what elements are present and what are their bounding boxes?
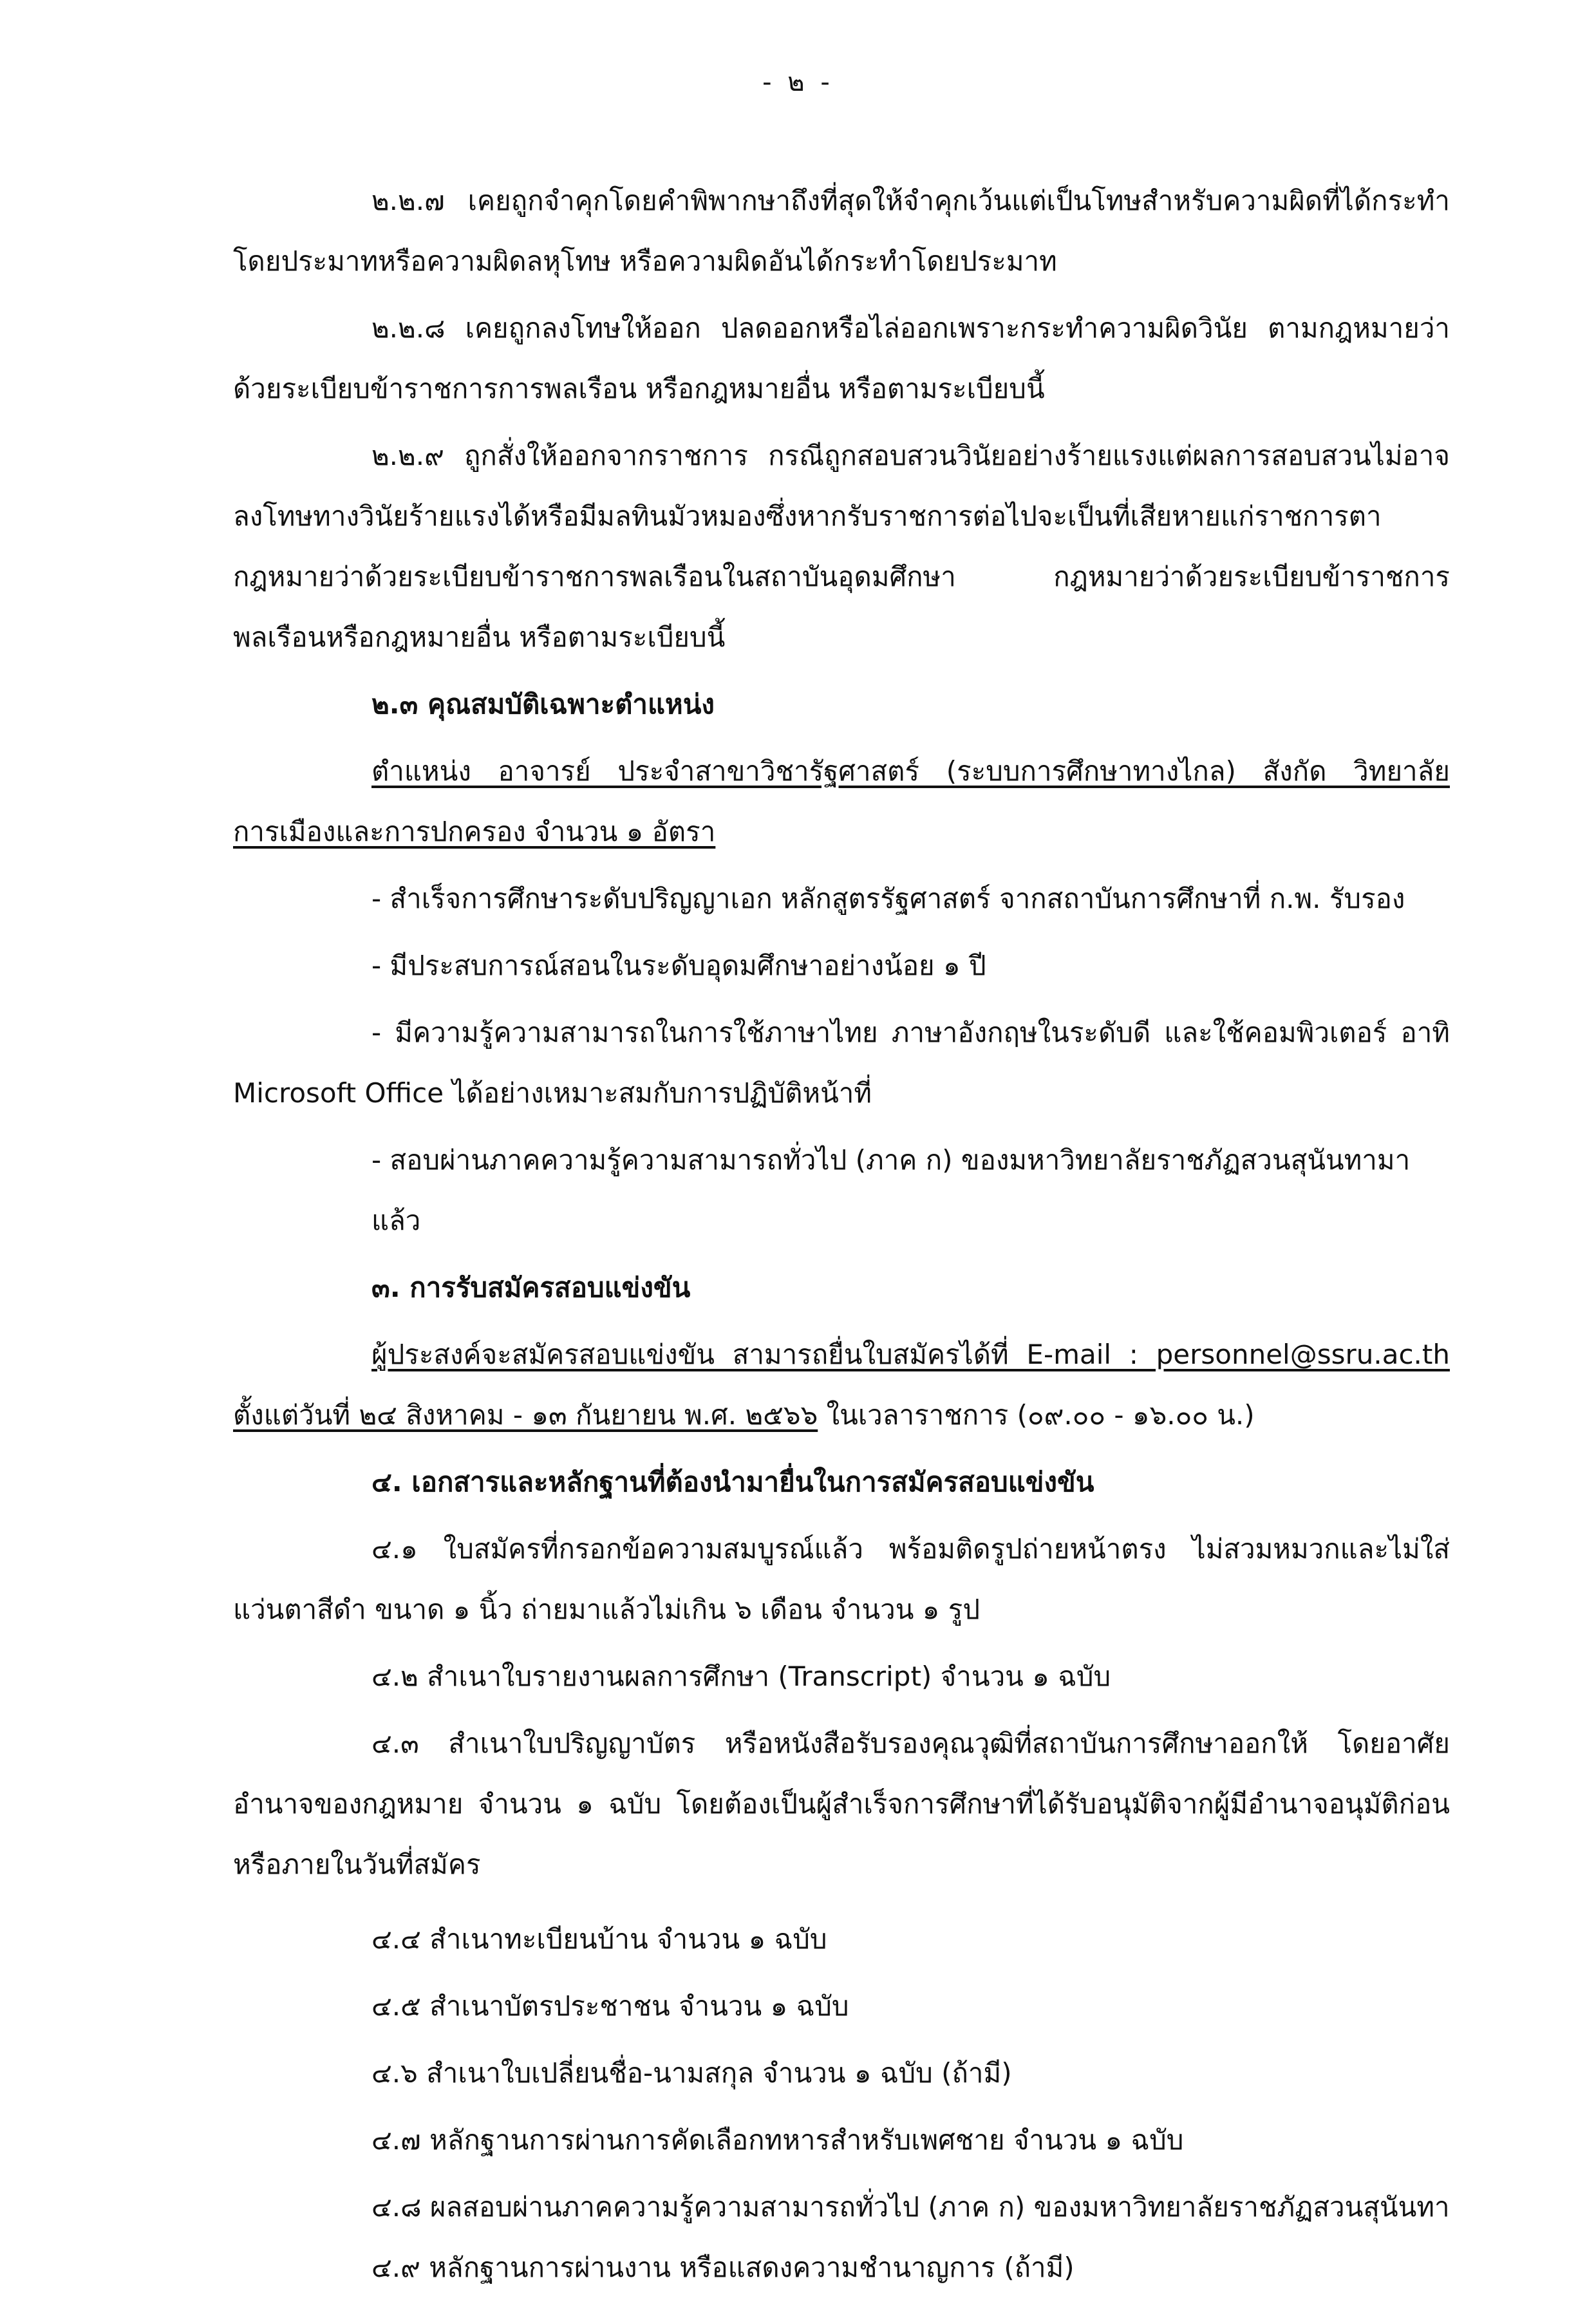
heading-2-3: ๒.๓ คุณสมบัติเฉพาะตำแหน่ง [371,688,715,720]
application-hours: ในเวลาราชการ (๐๙.๐๐ - ๑๖.๐๐ น.) [818,1399,1255,1431]
document-4-8: ๔.๘ ผลสอบผ่านภาคความรู้ความสามารถทั่วไป (ภาค ก) ของมหาวิทยาลัยราชภัฏสวนสุนันทา [371,2191,1450,2223]
document-body [233,171,1450,2298]
qualification-4: - สอบผ่านภาคความรู้ความสามารถทั่วไป (ภาค ก) ของมหาวิทยาลัยราชภัฏสวนสุนันทามาแล้ว [371,1144,1411,1236]
document-4-2: ๔.๒ สำเนาใบรายงานผลการศึกษา (Transcript) จำนวน ๑ ฉบับ [371,1661,1111,1692]
application-info [233,1324,1450,1446]
page-number: - ๒ - [762,68,834,97]
heading-4: ๔. เอกสารและหลักฐานที่ต้องนำมายื่นในการสมัครสอบแข่งขัน [371,1466,1094,1498]
document-4-5: ๔.๕ สำเนาบัตรประชาชน จำนวน ๑ ฉบับ [371,1990,849,2022]
qualification-2: - มีประสบการณ์สอนในระดับอุดมศึกษาอย่างน้อย ๑ ปี [371,950,986,981]
document-4-4: ๔.๔ สำเนาทะเบียนบ้าน จำนวน ๑ ฉบับ [371,1923,827,1955]
document-4-7: ๔.๗ หลักฐานการผ่านการคัดเลือกทหารสำหรับเพศชาย จำนวน ๑ ฉบับ [371,2124,1184,2156]
document-4-6: ๔.๖ สำเนาใบเปลี่ยนชื่อ-นามสกุล จำนวน ๑ ฉบับ (ถ้ามี) [371,2057,1012,2089]
document-4-3: ๔.๓ สำเนาใบปริญญาบัตร หรือหนังสือรับรองคุณวุฒิที่สถาบันการศึกษาออกให้ โดยอาศัยอำนาจของกฎหมาย จำนวน ๑ ฉบับ โดยต้องเป็นผู้สำเร็จการศึกษาที่ได้รับอนุมัติจากผู้มีอำนาจอนุมัติก่อนหรือภายในวันที่สมัคร [233,1728,1450,1880]
clause-2-2-7: ๒.๒.๗ เคยถูกจำคุกโดยคำพิพากษาถึงที่สุดให้จำคุกเว้นแต่เป็นโทษสำหรับความผิดที่ได้กระทำโดยประมาทหรือความผิดลหุโทษ หรือความผิดอันได้กระทำโดยประมาท [233,185,1450,277]
position-text: ตำแหน่ง อาจารย์ ประจำสาขาวิชารัฐศาสตร์ (ระบบการศึกษาทางไกล) สังกัด วิทยาลัยการเมืองและการปกครอง จำนวน ๑ อัตรา [233,755,1450,847]
clause-2-2-8: ๒.๒.๘ เคยถูกลงโทษให้ออก ปลดออกหรือไล่ออกเพราะกระทำความผิดวินัย ตามกฎหมายว่าด้วยระเบียบข้าราชการการพลเรือน หรือกฎหมายอื่น หรือตามระเบียบนี้ [233,312,1450,404]
document-4-1: ๔.๑ ใบสมัครที่กรอกข้อความสมบูรณ์แล้ว พร้อมติดรูปถ่ายหน้าตรง ไม่สวมหมวกและไม่ใส่แว่นตาสีดำ ขนาด ๑ นิ้ว ถ่ายมาแล้วไม่เกิน ๖ เดือน จำนวน ๑ รูป [233,1533,1450,1625]
qualification-3: - มีความรู้ความสามารถในการใช้ภาษาไทย ภาษาอังกฤษในระดับดี และใช้คอมพิวเตอร์ อาทิ Microsoft Office ได้อย่างเหมาะสมกับการปฏิบัติหน้าที่ [233,1017,1450,1109]
position-title [233,741,1450,862]
clause-2-2-9: ๒.๒.๙ ถูกสั่งให้ออกจากราชการ กรณีถูกสอบสวนวินัยอย่างร้ายแรงแต่ผลการสอบสวนไม่อาจลงโทษทางวินัยร้ายแรงได้หรือมีมลทินมัวหมองซึ่งหากรับราชการต่อไปจะเป็นที่เสียหายแก่ราชการตากฎหมายว่าด้วยระเบียบข้าราชการพลเรือนในสถาบันอุดมศึกษา กฎหมายว่าด้วยระเบียบข้าราชการพลเรือนหรือกฎหมายอื่น หรือตามระเบียบนี้ [233,440,1450,653]
application-underlined: ผู้ประสงค์จะสมัครสอบแข่งขัน สามารถยื่นใบสมัครได้ที่ E-mail : personnel@ssru.ac.th ตั้งแต่วันที่ ๒๔ สิงหาคม - ๑๓ กันยายน พ.ศ. ๒๕๖๖ [233,1339,1450,1431]
qualification-1: - สำเร็จการศึกษาระดับปริญญาเอก หลักสูตรรัฐศาสตร์ จากสถาบันการศึกษาที่ ก.พ. รับรอง [371,883,1405,914]
document-4-9: ๔.๙ หลักฐานการผ่านงาน หรือแสดงความชำนาญการ (ถ้ามี) [371,2252,1075,2283]
heading-3: ๓. การรับสมัครสอบแข่งขัน [371,1272,691,1303]
